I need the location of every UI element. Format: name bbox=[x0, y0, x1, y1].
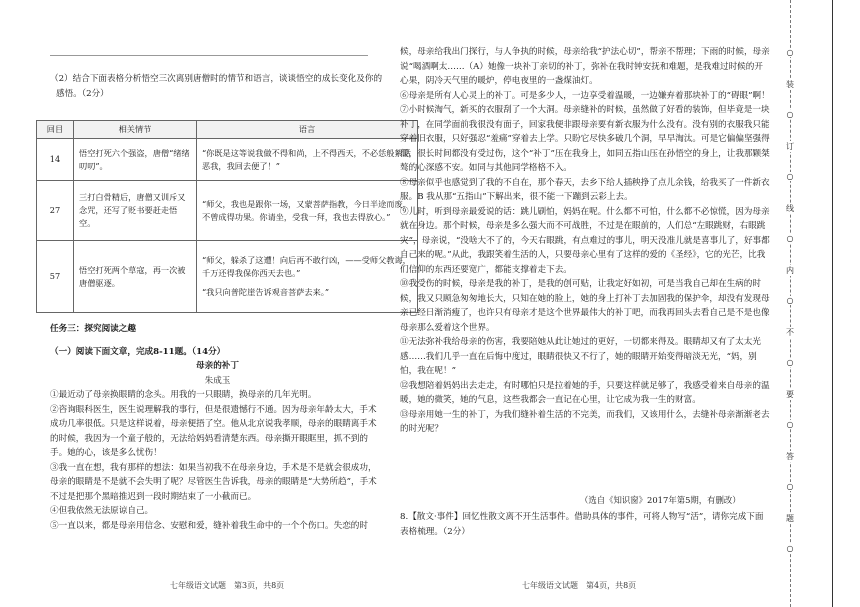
table-cell: 14 bbox=[37, 139, 74, 181]
paragraph: ③我一直在想，我有那样的想法：如果当初我不在母亲身边，手术是不是就会很成功，母亲的眼睛是不是就不会失明了呢？尽管医生告诉我，母亲的眼睛是“大势所趋”，手术不过是把那个黑暗推迟到一段时期结束了一小截而已。 bbox=[50, 462, 377, 502]
table-cell: 27 bbox=[37, 181, 74, 241]
paragraph: ⑦小时候淘气，新买的衣服刮了一个大洞。母亲缝补的时候，虽然做了好看的装饰，但毕竟是一块补丁，在同学面前我很没有面子，回家我便非跟母亲要有新衣服为什么没有。没有别的衣服我只能穿着旧衣服，只好强忍“羞痛”穿着去上学。只盼它尽快多破几个洞，早早淘汰。可是它偏偏坚强得很，很长时间都没有受过伤，这个“补丁”压在我身上，如同五指山压在孙悟空的身上，让我那颗桀骜的心深感不安。如同与其他同学格格不入。 bbox=[400, 105, 770, 173]
paragraph: ⑧母亲似乎也感觉到了我的不自在，那个春天，去乡下给人插秧挣了点儿余钱，给我买了一件新衣服。B 我从那“五指山”下解出来，很不能一下蹦到云彩上去。 bbox=[400, 177, 770, 202]
article-author: 朱成玉 bbox=[204, 375, 231, 386]
paragraph: ④但我依然无法原谅自己。 bbox=[50, 506, 154, 516]
article-source: （选自《知识窗》2017年第5期，有删改） bbox=[580, 495, 741, 505]
table-cell: 57 bbox=[37, 241, 74, 313]
top-rule bbox=[50, 55, 368, 56]
table-cell bbox=[197, 241, 418, 313]
question-8: 8.【散文·事件】回忆性散文离不开生活事件。借助具体的事件，可将人物写“活”，请你完成下面表格梳理。（2分） bbox=[400, 512, 764, 537]
paragraph: ⑥母亲是所有人心灵上的补丁。可是多少人，一边享受着温暖，一边嫌弃着那块补丁的“碍眼”啊！ bbox=[400, 90, 770, 101]
page-footer: 七年级语文试题 第3页，共8页 bbox=[170, 581, 285, 590]
binding-circle: ○ bbox=[786, 358, 794, 367]
paragraph: ①最近动了母亲换眼睛的念头。用我的一只眼睛，换母亲的几年光明。 bbox=[50, 390, 317, 400]
binding-circle: ○ bbox=[786, 544, 794, 553]
binding-char: 订 bbox=[786, 142, 794, 151]
binding-char: 装 bbox=[786, 80, 794, 89]
binding-char: 题 bbox=[786, 514, 794, 523]
paragraph: ⑪无法弥补我给母亲的伤害，我要陪她从此让她过的更好，一切都来得及。眼睛却又有了太太光感……我们几乎一直在后悔中度过，眼睛很快又不行了，她的眼睛开始变得暗淡无光，“妈，别怕，我在呢！” bbox=[400, 337, 761, 376]
table-cell: “师父，我也是跟你一场，又蒙菩萨指教，今日半途而废，不曾成得功果。你请坐，受我一拜，我也去得放心。” bbox=[197, 181, 418, 241]
binding-circle: ○ bbox=[786, 48, 794, 57]
binding-circle: ○ bbox=[786, 420, 794, 429]
question-8-wrap bbox=[400, 510, 770, 539]
left-article bbox=[50, 322, 385, 533]
binding-circle: ○ bbox=[786, 296, 794, 305]
binding-char: 答 bbox=[786, 452, 794, 461]
paragraph: ⑫我想陪着妈妈出去走走，有时哪怕只是拉着她的手，只要这样就足够了，我感受着来自母亲的温暖，她的微笑，她的气息，这些我都会一直记在心里，让它成为我一生的财富。 bbox=[400, 380, 770, 405]
binding-circle: ○ bbox=[786, 482, 794, 491]
binding-char: 内 bbox=[786, 266, 794, 275]
paragraph: ②咨询眼科医生，医生说理解我的事行，但是很遗憾行不通。因为母亲年龄太大，手术成功几率很低。只是这样说着，母亲便捂了空。他从北京说我孝顺，母亲的眼睛离手术的时候，我因为一个童子般的，无法给妈妈看清楚东西。母亲撕开眼眶里，抓不到的手。她的心，该是多么忧伤！ bbox=[50, 404, 377, 458]
speech-line: “我只向普陀崖告诉观音菩萨去来。” bbox=[202, 287, 330, 297]
story-table bbox=[36, 120, 418, 313]
section-heading: （一）阅读下面文章，完成8-11题。（14分） bbox=[50, 346, 226, 357]
binding-char: 线 bbox=[786, 204, 794, 213]
page-footer: 七年级语文试题 第4页，共8页 bbox=[522, 581, 637, 590]
left-page bbox=[50, 72, 385, 101]
paragraph: ⑨儿时，听到母亲最爱说的话：跳儿刷怕，妈妈在呢。什么都不可怕，什么都不必惊慌，因为母亲就在身边。那个时候，母亲是多么强大而不可战胜，不过是在眼前的，人们总“左眼跳财，右眼跳灾”，母亲说，“没啥大不了的，今天右眼跳，有点难过的事儿，明天没准儿就是喜事儿了，好事都自己来的呢。”从此，我跟笑着生活的人，只要母亲心里有了这样的爱的《圣经》，它的光芒，比我们信仰的东西还要宽广，都能支撑着走下去。 bbox=[400, 206, 770, 275]
paragraph: ⑩我受伤的时候，母亲是我的补丁，是我的创可贴，让我定好如初，可是当我自己却在生病的时候，我又只顾急匆匆地长大，只知在她的脸上，她的身上打补丁去加固我的保护伞，却没有发现母亲已经日渐消瘦了，也许只有母亲才是这个世界最伟大的补丁吧，而我再回头去看自己是不是也像母亲那么爱着这个世界。 bbox=[400, 279, 770, 333]
col-header: 回目 bbox=[37, 121, 74, 139]
table-cell: 悟空打死六个强盗，唐僧“绪绪叨叨”。 bbox=[74, 139, 197, 181]
binding-circle: ○ bbox=[786, 234, 794, 243]
paragraph: ⑬母亲用她一生的补丁，为我们缝补着生活的不完美，而我们，又该用什么，去缝补母亲渐渐老去的时光呢？ bbox=[400, 409, 770, 434]
binding-char: 要 bbox=[786, 390, 794, 399]
col-header: 语言 bbox=[197, 121, 418, 139]
paragraph: ⑤一直以来，都是母亲用信念、安慰和爱，缝补着我生命中的一个个伤口。失恋的时 bbox=[50, 520, 368, 531]
paragraph: 候，母亲给我出门探行，与人争执的时候，母亲给我“护法心切”，帮亲不帮理；下雨的时候，母亲说“喝酒啊太……（A）她像一块补丁亲切的补丁，弥补在我时钟安抚和难题，是我难过时候的开心果，阴冷天气里的暖炉，停电夜里的一盏煤油灯。 bbox=[400, 47, 770, 86]
article-title: 母亲的补丁 bbox=[196, 361, 239, 371]
table-cell: 悟空打死两个草寇，再一次被唐僧驱逐。 bbox=[74, 241, 197, 313]
table-cell: 三打白骨精后，唐僧又训斥又念咒，还写了贬书要赶走悟空。 bbox=[74, 181, 197, 241]
table-cell: “你既是这等说我做不得和尚，上不得西天，不必恁般絮聒恶我，我回去便了！” bbox=[197, 139, 418, 181]
col-header: 相关情节 bbox=[74, 121, 197, 139]
binding-circle: ○ bbox=[786, 110, 794, 119]
binding-circle: ○ bbox=[786, 172, 794, 181]
binding-solid-line bbox=[832, 0, 833, 607]
task-heading: 任务三：探究阅读之趣 bbox=[50, 324, 136, 334]
speech-line: “师父，躲杀了这遭！向后再不敢行凶，——受师父教诲，千万还得我保你西天去也。” bbox=[202, 255, 411, 278]
question-2: （2）结合下面表格分析悟空三次离别唐僧时的情节和语言，谈谈悟空的成长变化及你的感悟。（2分） bbox=[50, 74, 383, 99]
right-page bbox=[400, 45, 770, 515]
binding-char: 不 bbox=[786, 328, 794, 337]
